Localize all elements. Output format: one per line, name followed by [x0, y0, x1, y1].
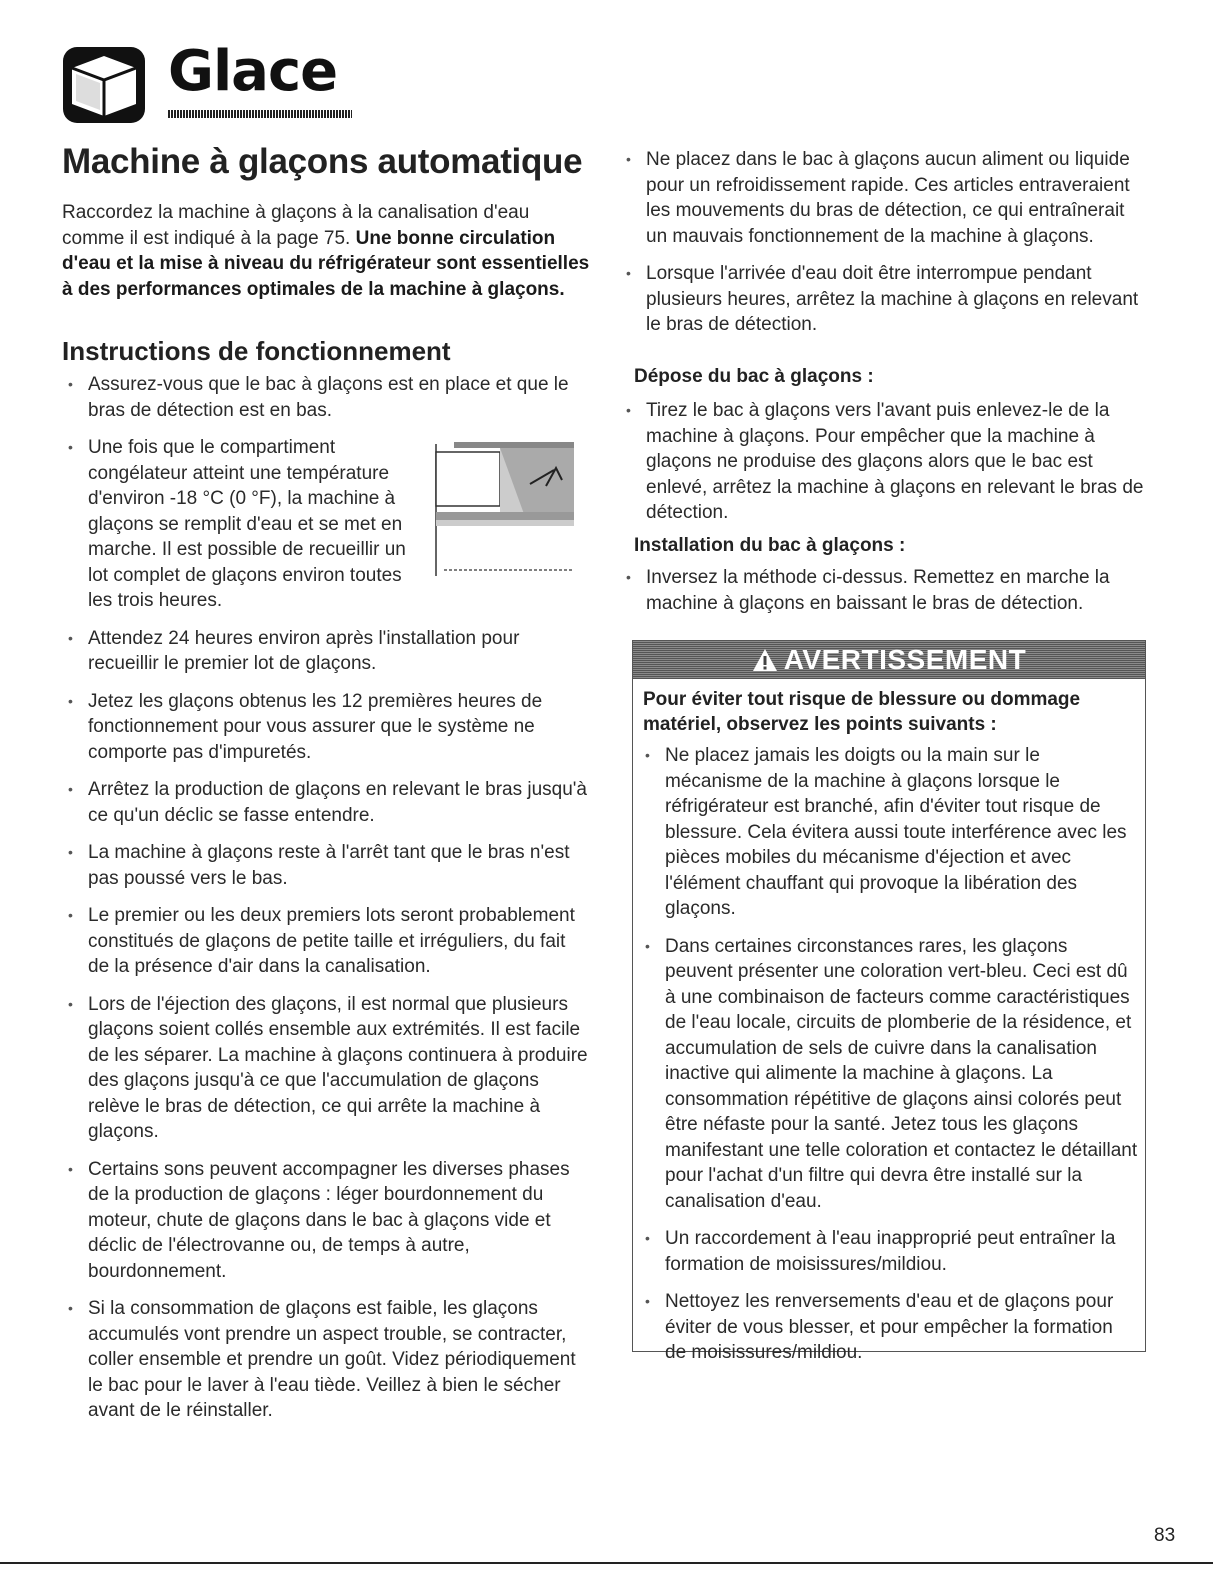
list-item: • Nettoyez les renversements d'eau et de glaçons pour éviter de vous blesser, et pour empêcher la formation de moisissures/mildiou.: [645, 1291, 1114, 1363]
section-title: Glace: [168, 39, 338, 104]
page-number: 83: [1154, 1525, 1176, 1546]
list-item: • Ne placez dans le bac à glaçons aucun aliment ou liquide pour un refroidissement rapide. Ces articles entraveraient les mouvements du bras de détection, ce qui entraînerait un mauvais fonctionnement de la machine à glaçons.: [626, 149, 1130, 247]
warning-triangle-icon: [752, 647, 778, 673]
list-item: • Certains sons peuvent accompagner les diverses phases de la production de glaçons : léger bourdonnement du moteur, chute de glaçons dans le bac à glaçons vide et déclic de l'électrovanne ou, de temps à autre, bourdonnement.: [68, 1158, 570, 1282]
warning-lead: Pour éviter tout risque de blessure ou dommage matériel, observez les points suivants :: [643, 689, 1081, 735]
warning-list: [639, 743, 1139, 1378]
intro-text: Raccordez la machine à glaçons à la canalisation d'eau comme il est indiqué à la page 75.: [62, 202, 530, 249]
tips-list: [620, 147, 1150, 350]
bottom-rule: [0, 1562, 1213, 1564]
removal-heading: Dépose du bac à glaçons :: [634, 366, 874, 387]
install-list: [620, 565, 1150, 628]
list-item: • La machine à glaçons reste à l'arrêt tant que le bras n'est pas poussé vers le bas.: [68, 842, 570, 889]
list-item: • Si la consommation de glaçons est faible, les glaçons accumulés vont prendre un aspect trouble, se contracter, coller ensemble et prendre un goût. Videz périodiquement le bac pour le laver à l'eau tiède. Veillez à bien le sécher avant de le réinstaller.: [68, 1298, 576, 1421]
removal-list: [620, 398, 1150, 538]
ice-cube-icon: [62, 46, 146, 124]
title-underline: [168, 110, 352, 118]
warning-banner: [633, 641, 1145, 679]
warning-banner-text: AVERTISSEMENT: [783, 644, 1027, 675]
list-item: • Le premier ou les deux premiers lots seront probablement constitués de glaçons de petite taille et irréguliers, du fait de la présence d'air dans la canalisation.: [68, 905, 575, 977]
list-item: • Lorsque l'arrivée d'eau doit être interrompue pendant plusieurs heures, arrêtez la machine à glaçons en relevant le bras de détection.: [626, 263, 1139, 335]
main-title: Machine à glaçons automatique: [62, 142, 583, 181]
warning-box: [632, 640, 1146, 1363]
list-item: • Jetez les glaçons obtenus les 12 premières heures de fonctionnement pour vous assurer que le système ne comporte pas d'impuretés.: [68, 690, 543, 763]
intro-paragraph: [62, 200, 590, 302]
list-item: • Tirez le bac à glaçons vers l'avant puis enlevez-le de la machine à glaçons. Pour empêcher que la machine à glaçons ne produise des glaçons alors que le bac est enlevé, arrêtez la machine à glaçons en relevant le bras de détection.: [626, 400, 1144, 523]
list-item: • Une fois que le compartiment congélateur atteint une température d'environ -18 °C (0 °F), la machine à glaçons se remplit d'eau et se met en marche. Il est possible de recueillir un lot complet de glaçons environ toutes les trois heures.: [68, 437, 406, 611]
list-item: • Dans certaines circonstances rares, les glaçons peuvent présenter une coloration vert-bleu. Ceci est dû à une combinaison de facteurs comme caractéristiques de l'eau locale, circuits de plomberie de la résidence, et accumulation de sels de cuivre dans la canalisation inactive qui alimente la machine à glaçons. La consommation répétitive de glaçons ainsi colorés peut être néfaste pour la santé. Jetez tous les glaçons manifestant une telle coloration et contactez le détaillant pour l'achat d'un filtre qui devra être installé sur la canalisation d'eau.: [645, 935, 1138, 1212]
list-item: • Lors de l'éjection des glaçons, il est normal que plusieurs glaçons soient collés ensemble aux extrémités. Il est facile de les séparer. La machine à glaçons continuera à produire des glaçons jusqu'à ce que l'accumulation de glaçons relève le bras de détection, ce qui arrête la machine à glaçons.: [68, 993, 588, 1142]
instructions-heading: Instructions de fonctionnement: [62, 336, 451, 366]
freezer-icemaker-illustration: [434, 440, 576, 578]
list-item: • Arrêtez la production de glaçons en relevant le bras jusqu'à ce qu'un déclic se fasse entendre.: [68, 779, 587, 826]
intro-bold-text: Une bonne circulation d'eau et la mise à niveau du réfrigérateur sont essentielles à des performances optimales de la machine à glaçons.: [62, 227, 590, 300]
list-item: • Attendez 24 heures environ après l'installation pour recueillir le premier lot de glaçons.: [68, 627, 520, 674]
list-item: • Inversez la méthode ci-dessus. Remettez en marche la machine à glaçons en baissant le bras de détection.: [626, 567, 1110, 614]
list-item: • Ne placez jamais les doigts ou la main sur le mécanisme de la machine à glaçons lorsque le réfrigérateur est branché, afin d'éviter tout risque de blessure. Cela évitera aussi toute interférence avec les pièces mobiles du mécanisme d'éjection et avec l'élément chauffant qui provoque la libération des glaçons.: [645, 745, 1127, 919]
install-heading: Installation du bac à glaçons :: [634, 535, 906, 556]
list-item: • Un raccordement à l'eau inapproprié peut entraîner la formation de moisissures/mildiou.: [645, 1228, 1116, 1275]
list-item: • Assurez-vous que le bac à glaçons est en place et que le bras de détection est en bas.: [68, 374, 569, 421]
